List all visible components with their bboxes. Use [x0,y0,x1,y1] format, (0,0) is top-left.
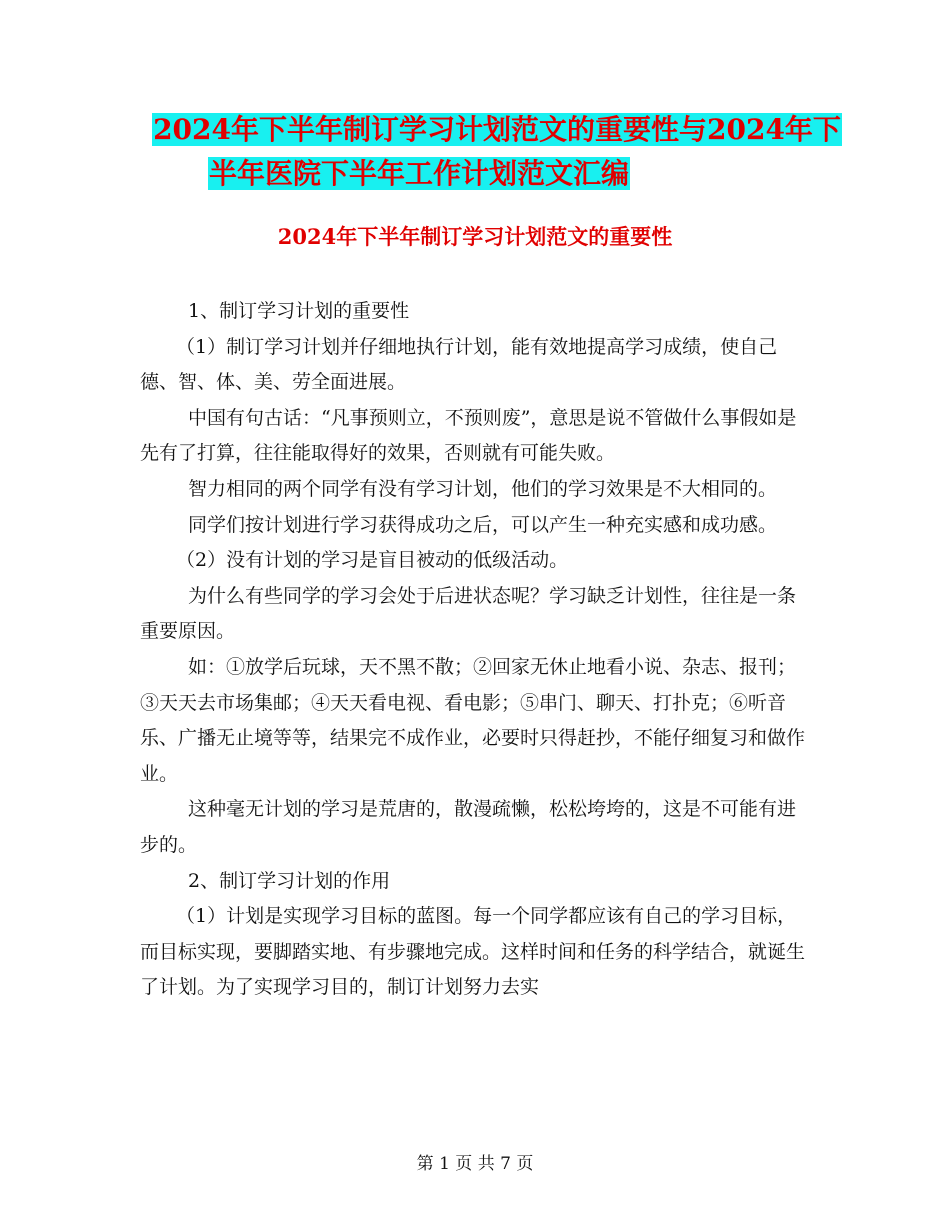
paragraph: （1）计划是实现学习目标的蓝图。每一个同学都应该有自己的学习目标，而目标实现，要脚踏实地、有步骤地完成。这样时间和任务的科学结合，就诞生了计划。为了实现学习目的，制订计划努力去实 [140,905,806,999]
paragraph-heading-1: 1、制订学习计划的重要性 [188,300,410,322]
page-footer: 第 1 页 共 7 页 [416,1154,534,1174]
document-title-line-2 [0,152,894,196]
paragraph: 同学们按计划进行学习获得成功之后，可以产生一种充实感和成功感。 [188,513,778,536]
title-highlight-1: 2024年下半年制订学习计划范文的重要性与2024年下 [153,113,841,146]
paragraph: 如：①放学后玩球，天不黑不散；②回家无休止地看小说、杂志、报刊；③天天去市场集邮；④天天看电视、看电影；⑤串门、聊天、打扑克；⑥听音乐、广播无止境等等，结果完不成作业，必要时只得赶抄，不能仔细复习和做作业。 [140,655,806,785]
section-title: 2024年下半年制订学习计划范文的重要性 [277,224,673,249]
paragraph: 这种毫无计划的学习是荒唐的，散漫疏懒，松松垮垮的，这是不可能有进步的。 [140,798,797,856]
paragraph: 为什么有些同学的学习会处于后进状态呢？学习缺乏计划性，往往是一条重要原因。 [140,584,797,643]
paragraph: （2）没有计划的学习是盲目被动的低级活动。 [176,549,569,572]
paragraph: （1）制订学习计划并仔细地执行计划，能有效地提高学习成绩，使自己德、智、体、美、劳全面进展。 [140,335,778,394]
document-body [140,294,808,1006]
title-highlight-2: 半年医院下半年工作计划范文汇编 [208,157,629,190]
paragraph-heading-2: 2、制订学习计划的作用 [188,869,391,892]
paragraph: 中国有句古话：“凡事预则立，不预则废”，意思是说不管做什么事假如是先有了打算，往往能取得好的效果，否则就有可能失败。 [140,406,797,465]
document-title-line-1 [22,108,950,152]
paragraph: 智力相同的两个同学有没有学习计划，他们的学习效果是不大相同的。 [188,477,778,500]
